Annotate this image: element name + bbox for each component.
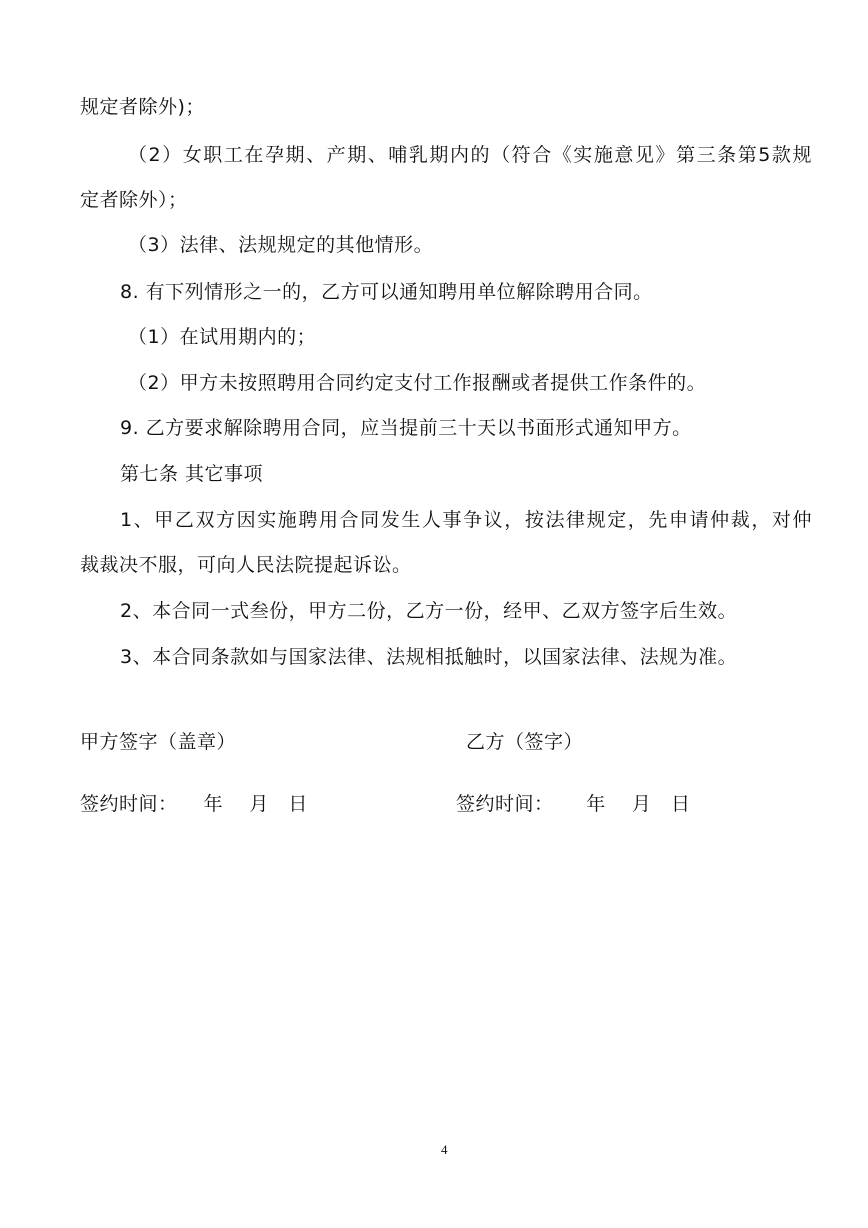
paragraph-line: 2、本合同一式叁份，甲方二份，乙方一份，经甲、乙双方签字后生效。 — [120, 600, 738, 622]
paragraph-line: 3、本合同条款如与国家法律、法规相抵触时，以国家法律、法规为准。 — [120, 646, 738, 668]
paragraph-line: （2）女职工在孕期、产期、哺乳期内的（符合《实施意见》第三条第5款规 — [128, 144, 812, 166]
paragraph-line: 1、甲乙双方因实施聘用合同发生人事争议，按法律规定，先申请仲裁，对仲 — [120, 509, 812, 531]
paragraph-line: （2）甲方未按照聘用合同约定支付工作报酬或者提供工作条件的。 — [128, 372, 707, 394]
page-number: 4 — [441, 1142, 448, 1157]
paragraph-line: 定者除外）； — [80, 189, 188, 211]
paragraph-line: 规定者除外)； — [80, 96, 205, 118]
party-a-signature-label: 甲方签字（盖章） — [80, 731, 237, 753]
paragraph-line: 裁裁决不服，可向人民法院提起诉讼。 — [80, 554, 412, 576]
paragraph-line: （3）法律、法规规定的其他情形。 — [128, 234, 434, 256]
party-b-signature-label: 乙方（签字） — [466, 731, 584, 753]
party-a-sign-date: 签约时间： 年 月 日 — [80, 793, 308, 815]
section-heading: 第七条 其它事项 — [120, 463, 264, 485]
paragraph-line: （1）在试用期内的； — [128, 326, 317, 348]
paragraph-line: 9. 乙方要求解除聘用合同，应当提前三十天以书面形式通知甲方。 — [120, 417, 692, 439]
party-b-sign-date: 签约时间： 年 月 日 — [456, 793, 691, 815]
paragraph-line: 8. 有下列情形之一的，乙方可以通知聘用单位解除聘用合同。 — [120, 281, 653, 303]
